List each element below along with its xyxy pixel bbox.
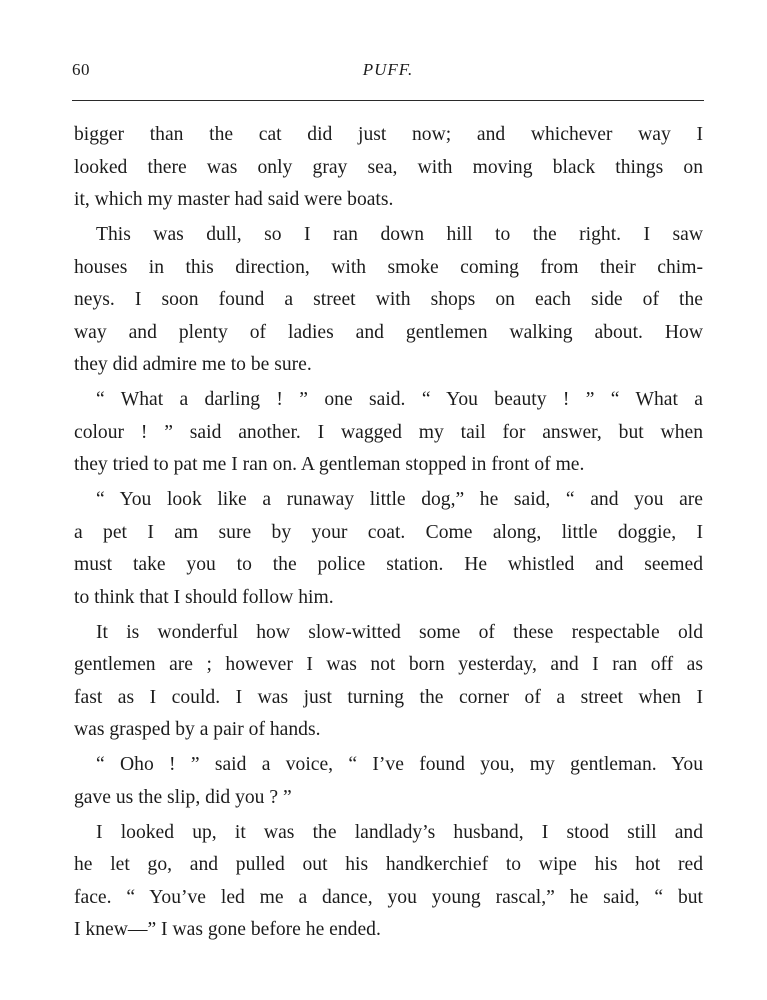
paragraph — [74, 119, 703, 217]
paragraph — [74, 617, 703, 747]
text-line: gentlemen are ; however I was not born yesterday, and I ran off as — [74, 654, 703, 675]
text-line: must take you to the police station. He whistled and seemed — [74, 554, 703, 575]
text-line: bigger than the cat did just now; and whichever way I — [74, 124, 703, 145]
text-line: fast as I could. I was just turning the corner of a street when I — [74, 686, 703, 708]
text-line: he let go, and pulled out his handkerchief to wipe his hot red — [74, 854, 703, 875]
paragraph — [74, 484, 703, 614]
text-line: “ Oho ! ” said a voice, “ I’ve found you, my gentleman. You — [96, 754, 703, 775]
text-line: looked there was only gray sea, with moving black things on — [74, 156, 703, 178]
text-line: a pet I am sure by your coat. Come along, little doggie, I — [74, 521, 703, 543]
text-line: houses in this direction, with smoke coming from their chim- — [74, 256, 703, 278]
text-line: to think that I should follow him. — [74, 586, 334, 608]
text-line: face. “ You’ve led me a dance, you young rascal,” he said, “ but — [74, 886, 703, 908]
header-rule — [72, 100, 704, 101]
text-line: colour ! ” said another. I wagged my tail for answer, but when — [74, 421, 703, 443]
text-line: they did admire me to be sure. — [74, 354, 312, 375]
text-line: gave us the slip, did you ? ” — [74, 786, 292, 808]
text-line: it, which my master had said were boats. — [74, 189, 394, 210]
text-line: “ You look like a runaway little dog,” he said, “ and you are — [96, 489, 703, 510]
paragraph — [74, 817, 703, 947]
text-line: I knew—” I was gone before he ended. — [74, 919, 381, 940]
text-line: “ What a darling ! ” one said. “ You beauty ! ” “ What a — [96, 389, 703, 410]
text-line: was grasped by a pair of hands. — [74, 719, 321, 740]
paragraph — [74, 749, 703, 814]
text-line: This was dull, so I ran down hill to the right. I saw — [96, 224, 703, 245]
paragraph — [74, 219, 703, 382]
running-title: PUFF. — [362, 60, 414, 79]
page-number: 60 — [72, 60, 90, 79]
text-line: It is wonderful how slow-witted some of these respectable old — [96, 621, 703, 643]
body-text — [74, 119, 703, 947]
paragraph — [74, 384, 703, 482]
text-line: I looked up, it was the landlady’s husband, I stood still and — [96, 821, 703, 843]
page-header — [72, 60, 704, 88]
text-line: they tried to pat me I ran on. A gentleman stopped in front of me. — [74, 454, 585, 475]
text-line: way and plenty of ladies and gentlemen walking about. How — [74, 321, 703, 343]
text-line: neys. I soon found a street with shops on each side of the — [74, 289, 703, 310]
